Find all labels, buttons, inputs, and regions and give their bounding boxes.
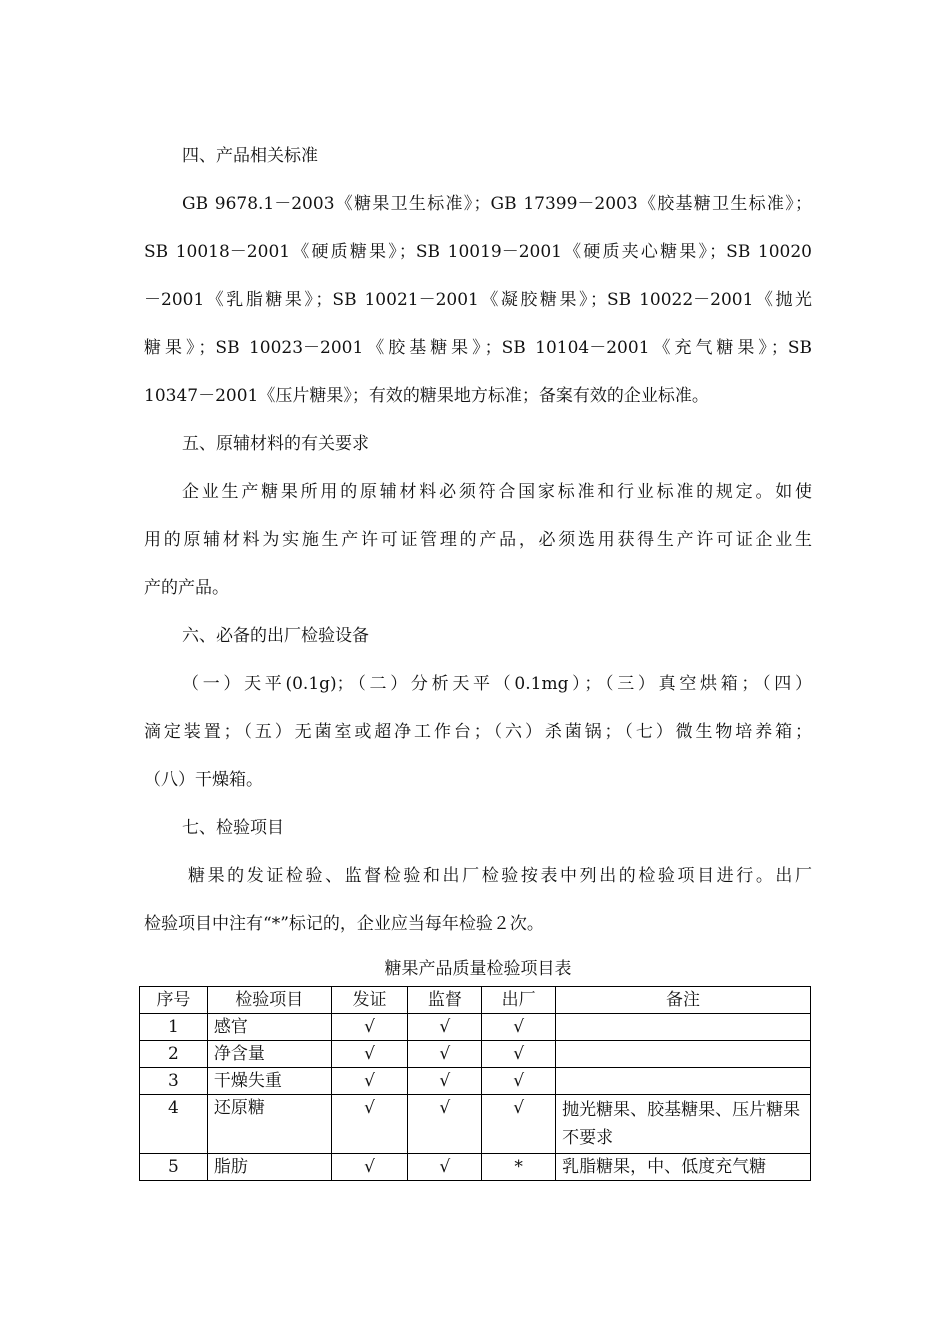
header-item: 检验项目 xyxy=(207,987,331,1014)
standards-line-5: 10347－2001《压片糖果》；有效的糖果地方标准；备案有效的企业标准。 xyxy=(144,386,709,406)
table-row xyxy=(140,1041,811,1068)
cell-no: 3 xyxy=(140,1068,208,1095)
cell-no: 2 xyxy=(140,1041,208,1068)
cell-supervise: √ xyxy=(408,1095,482,1154)
cell-issue: √ xyxy=(331,1014,408,1041)
cell-supervise: √ xyxy=(408,1014,482,1041)
cell-item: 还原糖 xyxy=(207,1095,331,1154)
header-supervise: 监督 xyxy=(408,987,482,1014)
table-header-row xyxy=(140,987,811,1014)
standards-line-3: －2001《乳脂糖果》；SB 10021－2001《凝胶糖果》；SB 10022－2001《抛光 xyxy=(144,290,812,310)
cell-note: 抛光糖果、胶基糖果、压片糖果不要求 xyxy=(556,1095,811,1154)
cell-no: 4 xyxy=(140,1095,208,1154)
cell-issue: √ xyxy=(331,1095,408,1154)
header-factory: 出厂 xyxy=(482,987,556,1014)
cell-supervise: √ xyxy=(408,1041,482,1068)
standards-line-2: SB 10018－2001《硬质糖果》；SB 10019－2001《硬质夹心糖果》；SB 10020 xyxy=(144,242,812,262)
cell-factory: √ xyxy=(482,1041,556,1068)
cell-factory: * xyxy=(482,1154,556,1181)
cell-item: 净含量 xyxy=(207,1041,331,1068)
cell-issue: √ xyxy=(331,1041,408,1068)
materials-line-3: 产的产品。 xyxy=(144,578,229,598)
table-title: 糖果产品质量检验项目表 xyxy=(384,959,572,979)
section-5-heading: 五、原辅材料的有关要求 xyxy=(182,434,369,454)
cell-note xyxy=(556,1014,811,1041)
cell-item: 脂肪 xyxy=(207,1154,331,1181)
section-4-heading: 四、产品相关标准 xyxy=(182,146,318,166)
table-row xyxy=(140,1095,811,1154)
materials-line-2: 用的原辅材料为实施生产许可证管理的产品，必须选用获得生产许可证企业生 xyxy=(144,530,812,550)
inspection-line-1: 糖果的发证检验、监督检验和出厂检验按表中列出的检验项目进行。出厂 xyxy=(188,866,812,886)
section-6-heading: 六、必备的出厂检验设备 xyxy=(182,626,369,646)
cell-issue: √ xyxy=(331,1154,408,1181)
cell-note xyxy=(556,1068,811,1095)
cell-issue: √ xyxy=(331,1068,408,1095)
cell-note: 乳脂糖果，中、低度充气糖 xyxy=(556,1154,811,1181)
equipment-line-2: 滴定装置；（五）无菌室或超净工作台；（六）杀菌锅；（七）微生物培养箱； xyxy=(144,722,812,742)
section-7-heading: 七、检验项目 xyxy=(182,818,284,838)
cell-item: 干燥失重 xyxy=(207,1068,331,1095)
table-row xyxy=(140,1154,811,1181)
cell-supervise: √ xyxy=(408,1068,482,1095)
cell-factory: √ xyxy=(482,1014,556,1041)
cell-item: 感官 xyxy=(207,1014,331,1041)
header-issue: 发证 xyxy=(331,987,408,1014)
materials-line-1: 企业生产糖果所用的原辅材料必须符合国家标准和行业标准的规定。如使 xyxy=(182,482,812,502)
cell-supervise: √ xyxy=(408,1154,482,1181)
cell-no: 1 xyxy=(140,1014,208,1041)
cell-note xyxy=(556,1041,811,1068)
table-row xyxy=(140,1068,811,1095)
standards-line-4: 糖果》；SB 10023－2001《胶基糖果》；SB 10104－2001《充气糖果》；SB xyxy=(144,338,812,358)
header-no: 序号 xyxy=(140,987,208,1014)
table-row xyxy=(140,1014,811,1041)
header-note: 备注 xyxy=(556,987,811,1014)
cell-no: 5 xyxy=(140,1154,208,1181)
cell-factory: √ xyxy=(482,1068,556,1095)
cell-factory: √ xyxy=(482,1095,556,1154)
inspection-line-2: 检验项目中注有“*”标记的，企业应当每年检验２次。 xyxy=(144,914,544,934)
inspection-table xyxy=(139,986,811,1181)
standards-line-1: GB 9678.1－2003《糖果卫生标准》；GB 17399－2003《胶基糖卫生标准》； xyxy=(182,194,812,214)
equipment-line-3: （八）干燥箱。 xyxy=(144,770,263,790)
equipment-line-1: （一）天平(0.1g)；（二）分析天平（0.1mg）；（三）真空烘箱；（四） xyxy=(182,674,812,694)
